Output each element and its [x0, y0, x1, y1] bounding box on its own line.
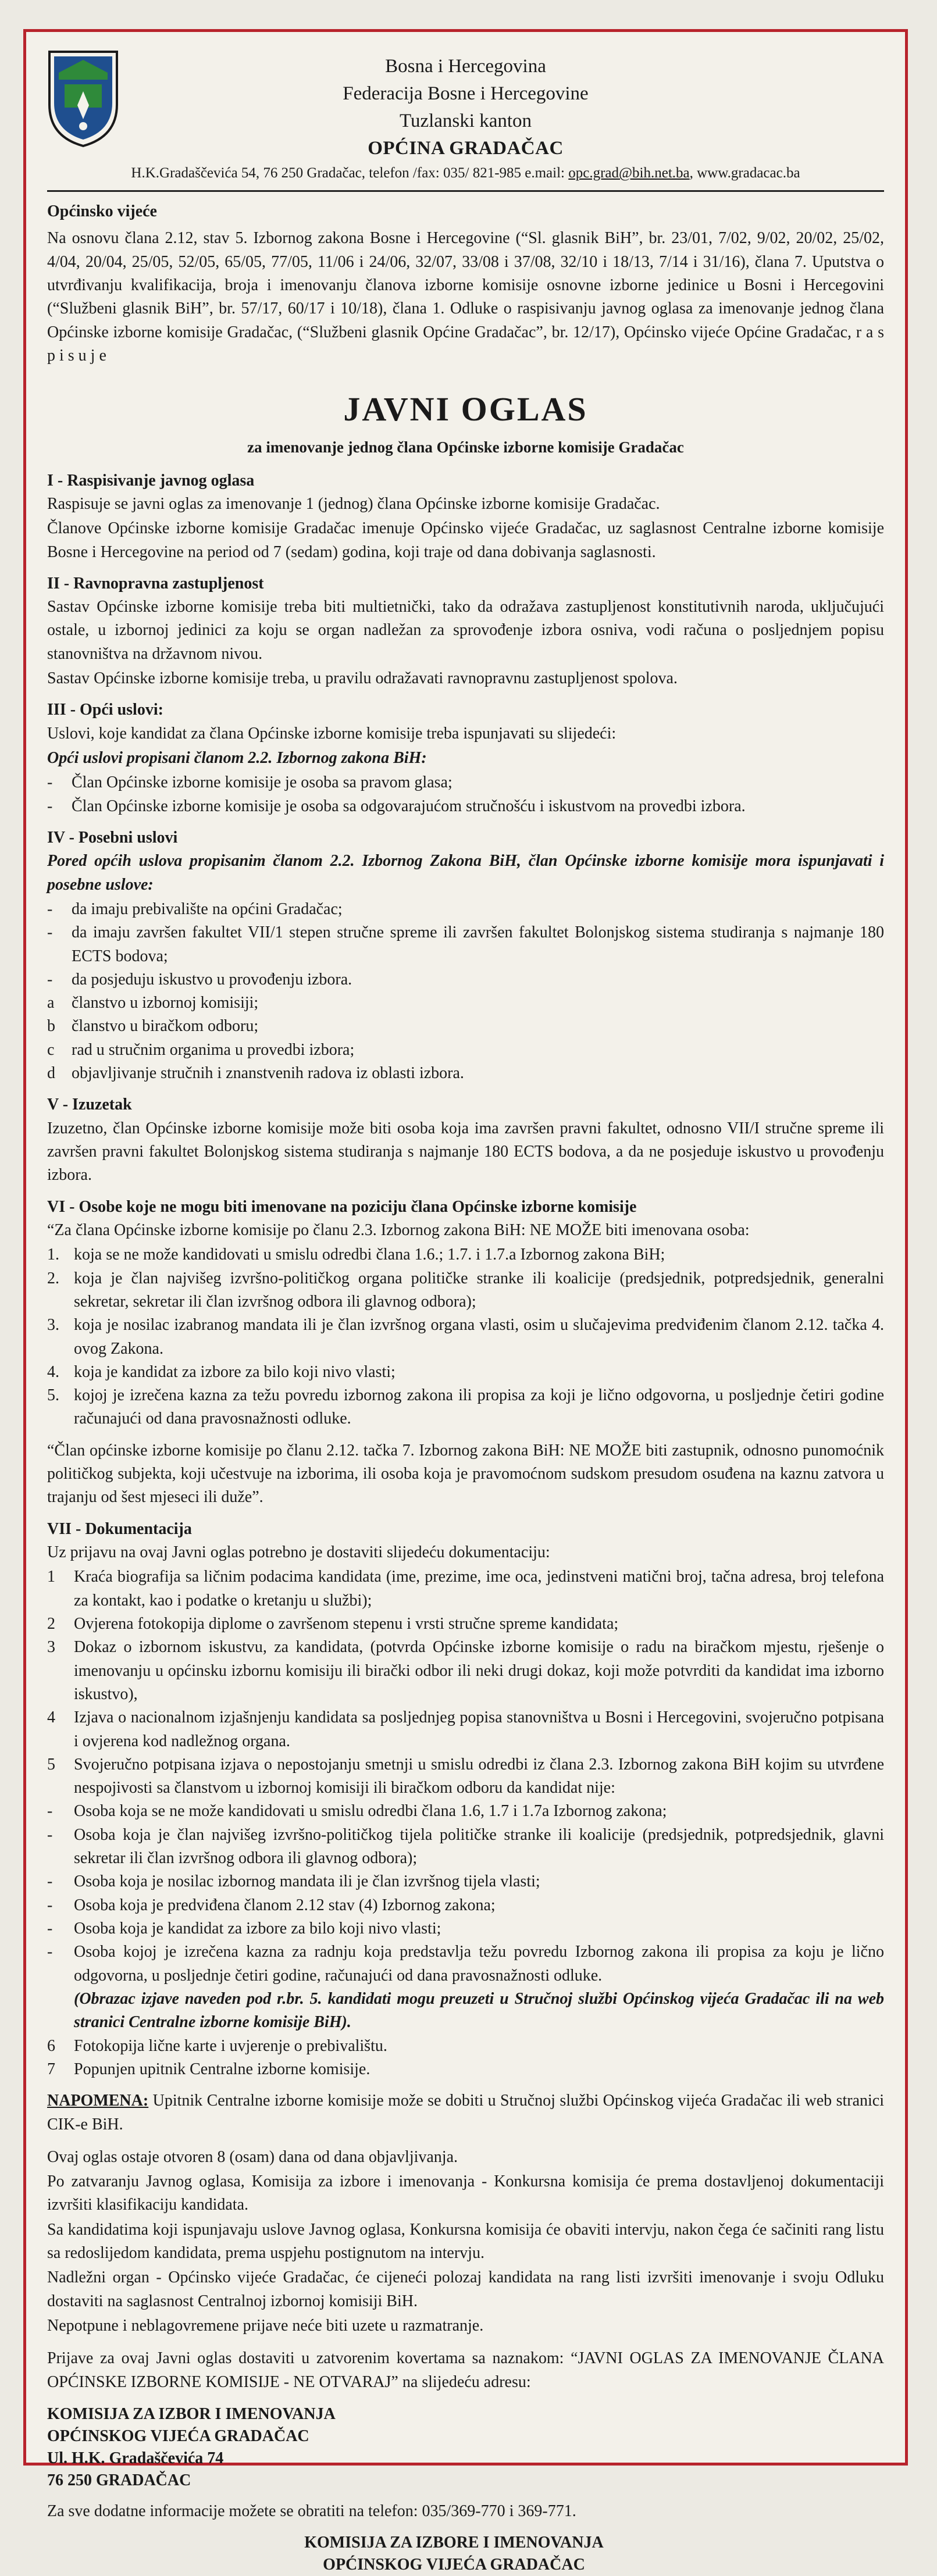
header-canton: Tuzlanski kanton: [399, 110, 532, 131]
list-text: da imaju prebivalište na općini Gradačac;: [72, 900, 343, 918]
list-marker: -: [47, 1802, 53, 1821]
list-marker: 7: [47, 2060, 55, 2078]
list-marker: -: [47, 900, 53, 918]
header-municipality: OPĆINA GRADAČAC: [368, 137, 564, 159]
address-line-1: KOMISIJA ZA IZBOR I IMENOVANJA: [47, 2404, 336, 2423]
header-federation: Federacija Bosne i Hercegovine: [343, 83, 589, 104]
notice-body: [47, 200, 884, 2576]
list-text: koja je kandidat za izbore za bilo koji nivo vlasti;: [74, 1362, 396, 1381]
header: [47, 47, 884, 185]
closing-p3: Sa kandidatima koji ispunjavaju uslove Javnog oglasa, Konkursna komisija će obaviti intervju, nakon čega će sačiniti rang listu sa redoslijedom kandidata, prema uspjehu postignutom na intervju.: [47, 2220, 884, 2263]
email-link[interactable]: opc.grad@bih.net.ba: [568, 165, 690, 181]
list-marker: -: [47, 1896, 53, 1914]
list-marker: -: [47, 923, 53, 942]
section-2-p1: Sastav Općinske izborne komisije treba biti multietnički, tako da odražava zastupljenost konstitutivnih naroda, uključujući ostale, u izbornoj jedinici za koju se organ nadležan za sprovođenje izbora osniva, vodi računa o posljednjem popisu stanovništva na državnom nivou.: [47, 598, 884, 663]
list-text: Osoba kojoj je izrečena kazna za radnju koja predstavlja težu povredu Izbornog zakona ili propisa za koju je lično odgovorna, u posljednje četiri godine, računajući od dana pravosnažnosti odluke.: [74, 1943, 884, 1985]
list-marker: 2.: [47, 1269, 59, 1287]
list-item: [47, 2035, 884, 2058]
website: , www.gradacac.ba: [689, 165, 800, 181]
list-marker: c: [47, 1040, 55, 1059]
list-text: koja je član najvišeg izvršno-političkog organa političke stranke ili koalicije (predsjednik, potpredsjednik, generalni sekretar, sekretar ili član izvršnog odbora ili glavnog odbora);: [74, 1269, 884, 1311]
section-6-heading: VI - Osobe koje ne mogu biti imenovane na poziciju člana Općinske izborne komisije: [47, 1197, 637, 1216]
list-item: [47, 1917, 884, 1940]
list-text: da imaju završen fakultet VII/1 stepen stručne spreme ili završen fakultet Bolonjskog sistema studiranja s najmanje 180 ECTS bodova;: [72, 923, 884, 965]
section-1-p2: Članove Općinske izborne komisije Gradačac imenuje Općinsko vijeće Gradačac, uz saglasnost Centralne izborne komisije Bosne i Hercegovine na period od 7 (sedam) godina, koji traje od dana dobivanja saglasnosti.: [47, 519, 884, 561]
list-item: [47, 1988, 884, 2035]
address-line-4: 76 250 GRADAČAC: [47, 2471, 191, 2490]
list-text: koja je nosilac izabranog mandata ili je član izvršnog organa vlasti, osim u slučajevima predviđenim članom 2.12. tačka 4. ovog Zakona.: [74, 1316, 884, 1358]
list-text: članstvo u izbornoj komisiji;: [72, 994, 259, 1012]
notice-frame: [23, 29, 908, 2574]
list-text: Popunjen upitnik Centralne izborne komisije.: [74, 2060, 370, 2078]
list-text: rad u stručnim organima u provedbi izbora;: [72, 1040, 355, 1059]
list-item: [47, 1384, 884, 1431]
list-marker: 2: [47, 1614, 55, 1633]
list-text: Član Općinske izborne komisije je osoba sa pravom glasa;: [72, 773, 453, 792]
list-marker: 3: [47, 1638, 55, 1657]
section-5-p1: Izuzetno, član Općinske izborne komisije može biti osoba koja ima završen pravni fakultet, odnosno VII/I stručne spreme ili završen pravni fakultet Bolonjskog sistema studiranja s najmanje 180 ECTS bodova, a da ne posjeduje iskustvo u provođenju izbora.: [47, 1119, 884, 1184]
list-item: [47, 1361, 884, 1384]
list-marker: -: [47, 797, 53, 815]
list-item: [47, 1870, 884, 1893]
address-line-3: Ul. H.K. Gradaščevića 74: [47, 2449, 224, 2468]
list-marker: b: [47, 1017, 55, 1036]
section-7-p1: Uz prijavu na ovaj Javni oglas potrebno je dostaviti slijedeću dokumentaciju:: [47, 1543, 550, 1562]
list-item: [47, 1824, 884, 1871]
list-item: [47, 1039, 884, 1062]
section-6-p2: “Član općinske izborne komisije po članu 2.12. tačka 7. Izbornog zakona BiH: NE MOŽE biti zastupnik, odnosno punomoćnik političkog subjekta, koji učestvuje na izborima, ili osoba koja je pravomoćnom sudskom presudom osuđena na kaznu zatvora u trajanju od šest mjeseci ili duže”.: [47, 1441, 884, 1507]
list-item: [47, 1706, 884, 1753]
list-item: [47, 991, 884, 1015]
coat-of-arms-icon: [47, 49, 119, 148]
list-marker: 1: [47, 1568, 55, 1586]
intro-paragraph: Na osnovu člana 2.12, stav 5. Izbornog zakona Bosne i Hercegovine (“Sl. glasnik BiH”, br. 23/01, 7/02, 9/02, 20/02, 25/02, 4/04, 20/04, 25/05, 52/05, 65/05, 77/05, 11/06 i 24/06, 32/07, 33/08 i 37/08, 32/10 i 18/13, 7/14 i 31/16), člana 7. Uputstva o utvrđivanju kvalifikacija, broja i imenovanju članova izborne komisije osnovne izborne jedinice u Bosni i Hercegovini (“Službeni glasnik BiH”, br. 57/17, 60/17 i 10/18), člana 1. Odluke o raspisivanju javnog oglasa za imenovanje jednog člana Općinske izborne komisije Gradačac, (“Službeni glasnik Općine Gradačac”, br. 12/17), Općinsko vijeće Općine Gradačac, r a s p i s u j e: [47, 229, 884, 365]
list-marker: -: [47, 1825, 53, 1844]
list-item: [47, 1314, 884, 1361]
list-text: Izjava o nacionalnom izjašnjenju kandidata sa posljednjeg popisa stanovništva u Bosni i Hercegovini, svojeručno potpisana i ovjerena kod nadležnog organa.: [74, 1708, 884, 1750]
list-marker: 3.: [47, 1316, 59, 1335]
list-text: Svojeručno potpisana izjava o nepostojanju smetnji u smislu odredbi iz člana 2.3. Izbornog zakona BiH kojim su utvrđene nespojivosti sa članstvom u izbornoj komisiji ili biračkom odboru da kandidat nije:: [74, 1755, 884, 1797]
list-item: [47, 898, 884, 921]
section-4-p1: Pored općih uslova propisanim članom 2.2. Izbornog Zakona BiH, član Općinske izborne komisije mora ispunjavati i posebne uslove:: [47, 852, 884, 894]
list-text: kojoj je izrečena kazna za težu povredu izbornog zakona ili propisa za koji je lično odgovorna, u posljednje četiri godine računajući od dana pravosnažnosti odluke.: [74, 1386, 884, 1428]
list-text: Ovjerena fotokopija diplome o završenom stepenu i vrsti stručne spreme kandidata;: [74, 1614, 619, 1633]
napomena-paragraph: [47, 2089, 884, 2136]
address-line-2: OPĆINSKOG VIJEĆA GRADAČAC: [47, 2427, 309, 2446]
list-marker: 4.: [47, 1362, 59, 1381]
list-marker: -: [47, 970, 53, 989]
list-item: [47, 1267, 884, 1314]
list-item: [47, 1636, 884, 1706]
list-marker: -: [47, 773, 53, 792]
list-marker: d: [47, 1064, 55, 1083]
list-marker: 5.: [47, 1386, 59, 1405]
closing-p4: Nadležni organ - Općinsko vijeće Gradačac, će cijeneći polozaj kandidata na rang listi izvršiti imenovanje i svoju Odluku dostaviti na saglasnost Centralnoj izbornoj komisiji BiH.: [47, 2268, 884, 2310]
contact-address: H.K.Gradaščevića 54, 76 250 Gradačac, telefon /fax: 035/ 821-985 e.mail:: [131, 165, 569, 181]
header-country: Bosna i Hercegovina: [385, 56, 546, 77]
list-text: Fotokopija lične karte i uvjerenje o prebivalištu.: [74, 2036, 387, 2055]
list-item: [47, 921, 884, 968]
list-item: [47, 1800, 884, 1823]
napomena-label: NAPOMENA:: [47, 2092, 149, 2110]
list-text: Osoba koja je predviđena članom 2.12 stav (4) Izbornog zakona;: [74, 1896, 496, 1914]
list-marker: 5: [47, 1755, 55, 1774]
list-item: [47, 1243, 884, 1266]
notice-content: [47, 47, 884, 2574]
list-item: [47, 1565, 884, 1612]
contact-line: [47, 165, 884, 181]
list-item: [47, 795, 884, 818]
list-marker: 1.: [47, 1246, 59, 1264]
section-3-heading: III - Opći uslovi:: [47, 701, 163, 719]
list-item: [47, 1062, 884, 1085]
list-marker: -: [47, 1872, 53, 1891]
list-marker: -: [47, 1943, 53, 1961]
closing-p5: Nepotpune i neblagovremene prijave neće biti uzete u razmatranje.: [47, 2317, 484, 2335]
list-text: Osoba koja se ne može kandidovati u smislu odredbi člana 1.6, 1.7 i 1.7a Izbornog zakona;: [74, 1802, 667, 1821]
list-item: [47, 1612, 884, 1636]
list-text: Osoba koja je član najvišeg izvršno-političkog tijela političke stranke ili koalicije (predsjednik, potpredsjednik, glavni sekretar ili član izvršnog odbora ili glavnog odbora);: [74, 1825, 884, 1868]
list-marker: -: [47, 1919, 53, 1938]
header-divider: [47, 190, 884, 192]
list-text: da posjeduju iskustvo u provođenju izbora.: [72, 970, 352, 989]
list-text: Osoba koja je nosilac izbornog mandata ili je član izvršnog tijela vlasti;: [74, 1872, 540, 1891]
list-item: [47, 968, 884, 991]
napomena-text: Upitnik Centralne izborne komisije može se dobiti u Stručnoj službi Općinskog vijeća Gradačac ili web stranici CIK-e BiH.: [47, 2092, 884, 2133]
notice-subtitle: za imenovanje jednog člana Općinske izborne komisije Gradačac: [247, 438, 684, 456]
list-text: koja se ne može kandidovati u smislu odredbi člana 1.6.; 1.7. i 1.7.a Izbornog zakona BiH;: [74, 1246, 665, 1264]
section-2-p2: Sastav Općinske izborne komisije treba, u pravilu odražavati ravnopravnu zastupljenost spolova.: [47, 669, 678, 688]
list-text: Kraća biografija sa ličnim podacima kandidata (ime, prezime, ime oca, jedinstveni matični broj, tačna adresa, broj telefona za kontakt, kao i podatke o kretanju u službi);: [74, 1568, 884, 1610]
section-7-heading: VII - Dokumentacija: [47, 1519, 192, 1538]
list-text: Član Općinske izborne komisije je osoba sa odgovarajućom stručnošću i iskustvom na provedbi izbora.: [72, 797, 746, 815]
list-item: [47, 1894, 884, 1917]
list-text: Dokaz o izbornom iskustvu, za kandidata, (potvrda Općinske izborne komisije o radu na biračkom mjestu, rješenje o imenovanju u općinsku izbornu komisiju ili birački odbor ili neki drugi dokaz, koji može potvrditi da kandidat ima izborno iskustvo),: [74, 1638, 884, 1703]
list-item: [47, 1753, 884, 1800]
signature-block: [47, 2532, 884, 2576]
signature-line-1: KOMISIJA ZA IZBORE I IMENOVANJA: [304, 2533, 604, 2552]
list-item: [47, 771, 884, 794]
notice-title: JAVNI OGLAS: [343, 390, 588, 429]
section-6-p1: “Za člana Općinske izborne komisije po članu 2.3. Izbornog zakona BiH: NE MOŽE biti imenovana osoba:: [47, 1221, 750, 1239]
list-item: [47, 1940, 884, 1988]
list-marker: a: [47, 994, 55, 1012]
section-1-p1: Raspisuje se javni oglas za imenovanje 1 (jednog) člana Općinske izborne komisije Gradačac.: [47, 494, 660, 513]
section-3-p1: Uslovi, koje kandidat za člana Općinske izborne komisije treba ispunjavati su slijedeći:: [47, 724, 617, 743]
section-1-heading: I - Raspisivanje javnog oglasa: [47, 471, 255, 490]
list-item: [47, 1015, 884, 1038]
list-text: objavljivanje stručnih i znanstvenih radova iz oblasti izbora.: [72, 1064, 464, 1083]
closing-p6: Prijave za ovaj Javni oglas dostaviti u zatvorenim kovertama sa naznakom: “JAVNI OGLAS ZA IMENOVANJE ČLANA OPĆINSKE IZBORNE KOMISIJE - NE OTVARAJ” na slijedeću adresu:: [47, 2349, 884, 2391]
mailing-address: [47, 2403, 884, 2492]
section-3-p2: Opći uslovi propisani članom 2.2. Izbornog zakona BiH:: [47, 749, 427, 768]
list-item: [47, 2058, 884, 2081]
section-2-heading: II - Ravnopravna zastupljenost: [47, 574, 264, 593]
closing-p2: Po zatvaranju Javnog oglasa, Komisija za izbore i imenovanja - Konkursna komisija će prema dostavljenoj dokumentaciji izvršiti klasifikaciju kandidata.: [47, 2172, 884, 2214]
list-text: Osoba koja je kandidat za izbore za bilo koji nivo vlasti;: [74, 1919, 441, 1938]
section-5-heading: V - Izuzetak: [47, 1096, 132, 1114]
form-note: (Obrazac izjave naveden pod r.br. 5. kandidati mogu preuzeti u Stručnoj službi Općinskog vijeća Gradačac ili na web stranici Centralne izborne komisije BiH).: [74, 1989, 884, 2032]
list-marker: 4: [47, 1708, 55, 1727]
list-text: članstvo u biračkom odboru;: [72, 1017, 259, 1036]
closing-p1: Ovaj oglas ostaje otvoren 8 (osam) dana od dana objavljivanja.: [47, 2147, 458, 2166]
list-marker: 6: [47, 2036, 55, 2055]
section-4-heading: IV - Posebni uslovi: [47, 828, 178, 847]
signature-line-2: OPĆINSKOG VIJEĆA GRADAČAC: [323, 2555, 585, 2574]
council-label: Općinsko vijeće: [47, 202, 157, 220]
contact-info: Za sve dodatne informacije možete se obratiti na telefon: 035/369-770 i 369-771.: [47, 2502, 576, 2521]
